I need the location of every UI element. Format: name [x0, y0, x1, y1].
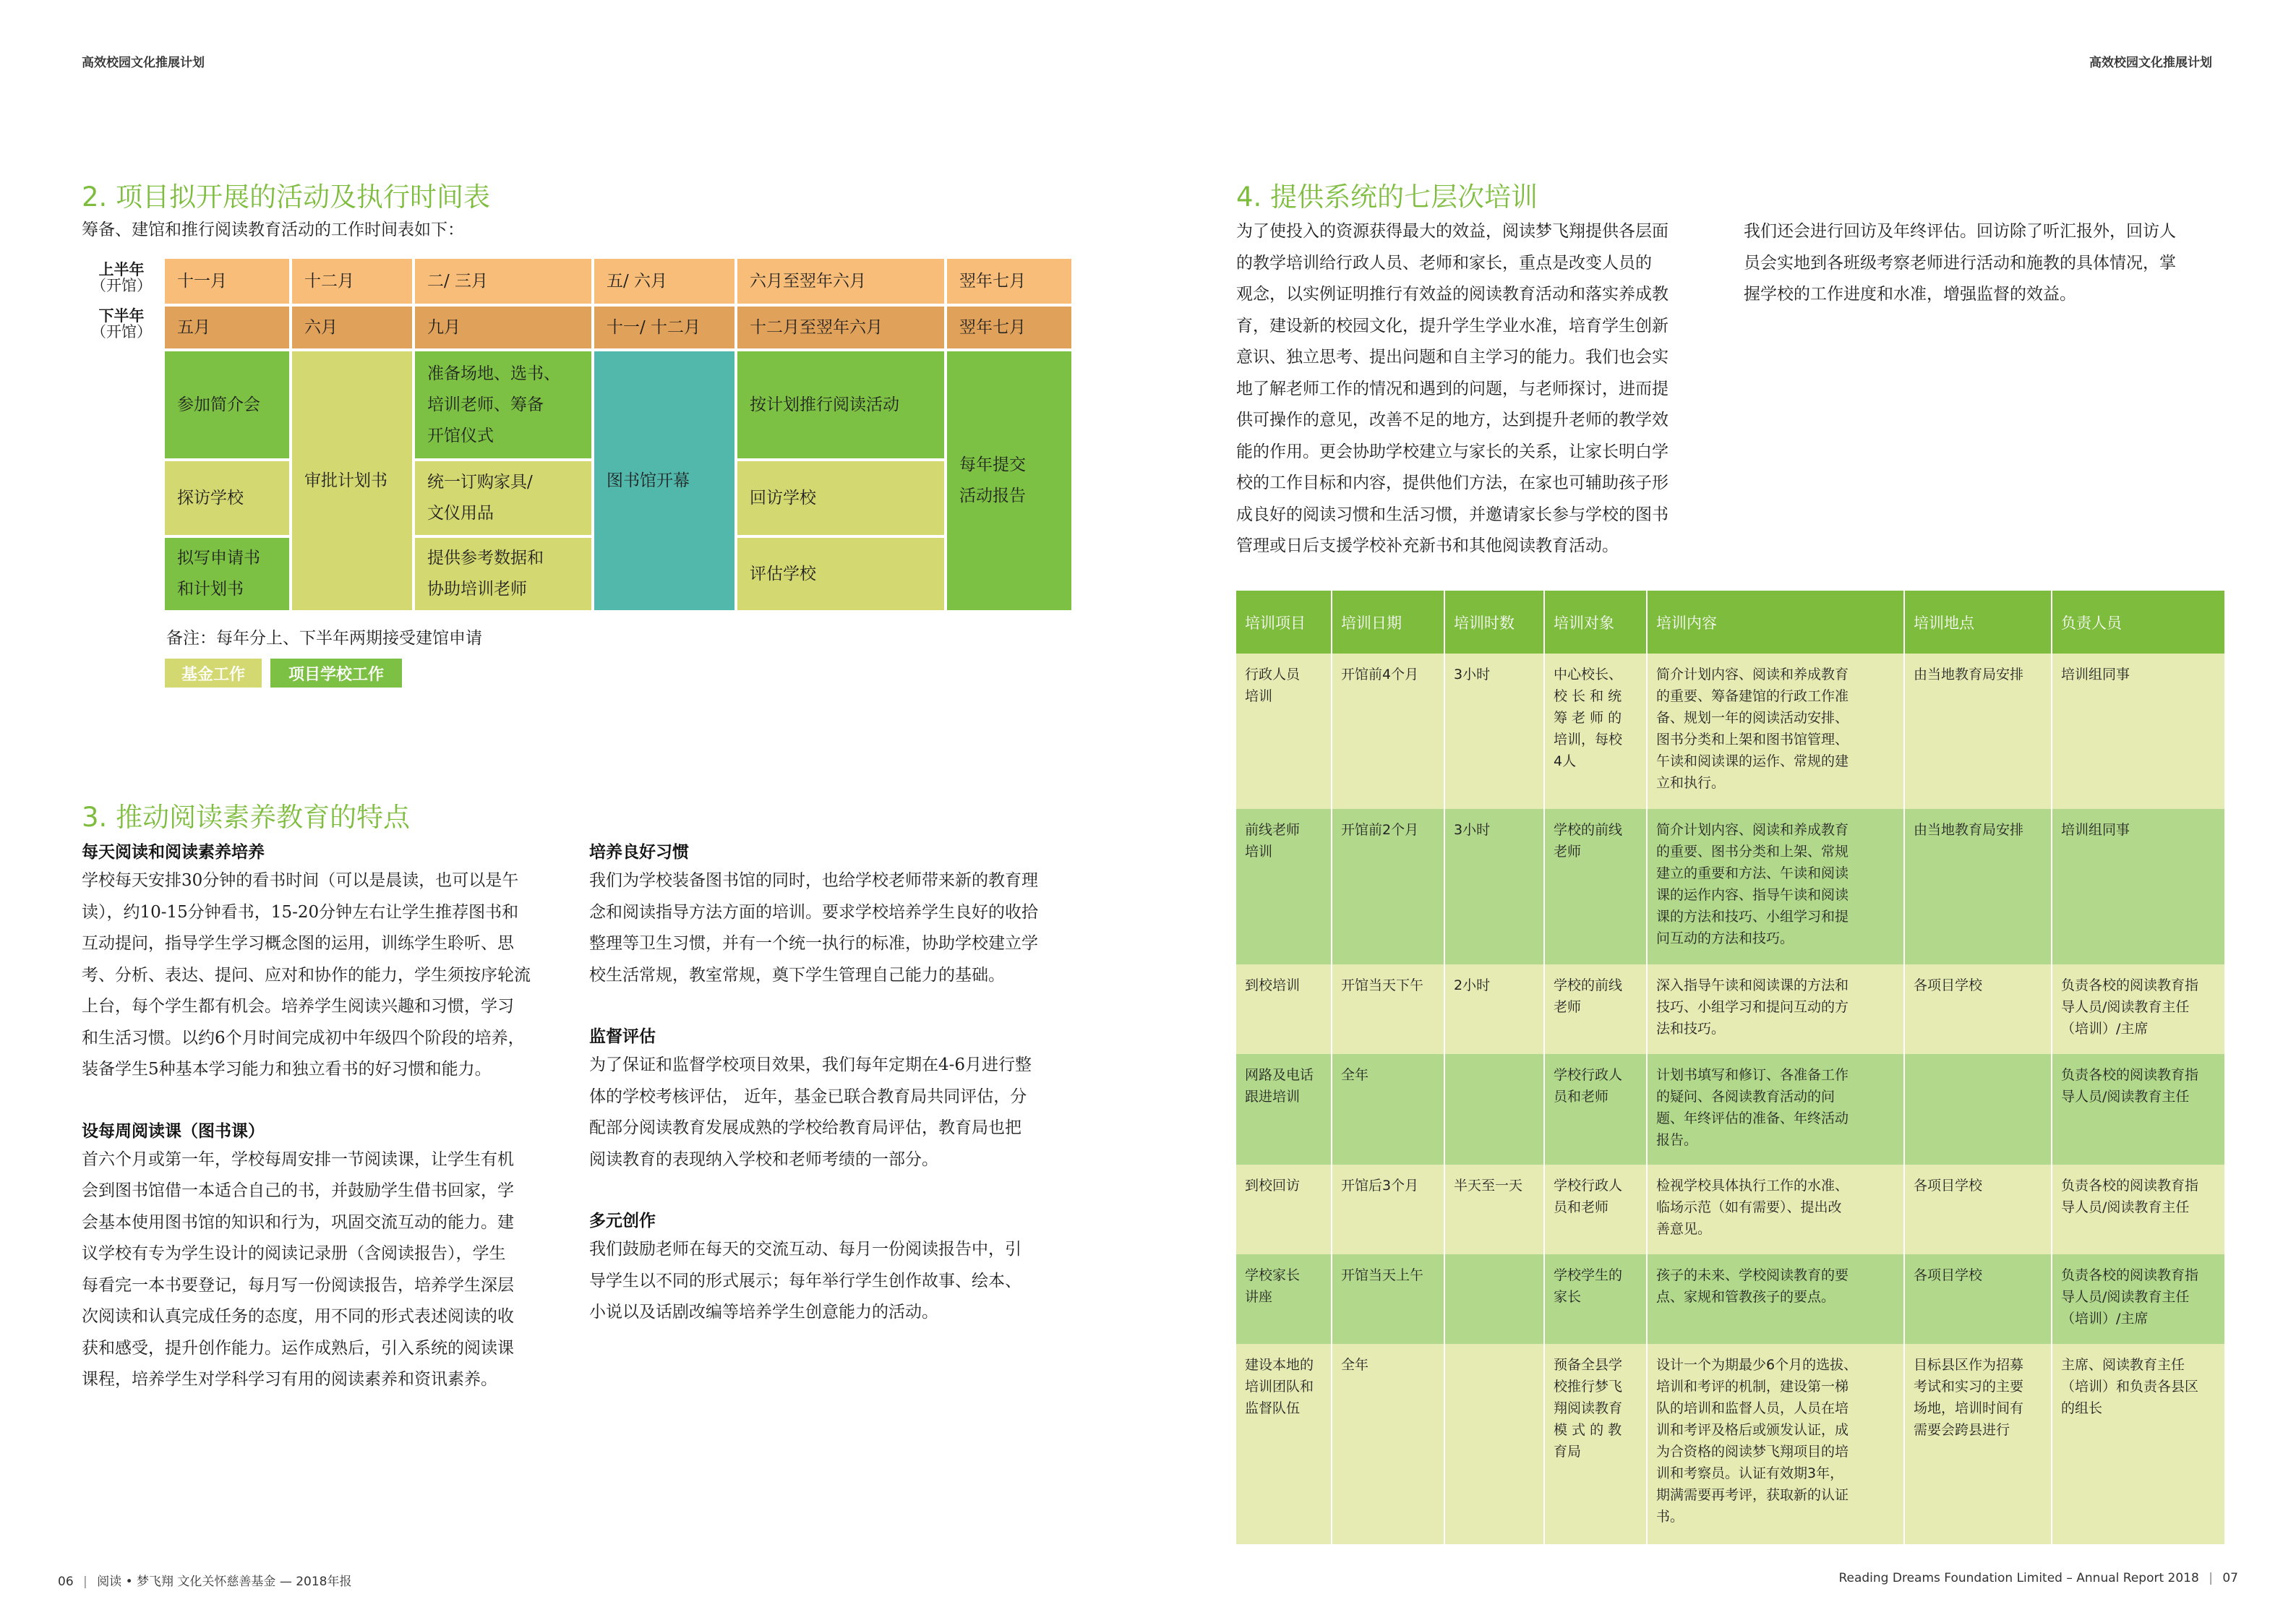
section4-col1: 为了使投入的资源获得最大的效益，阅读梦飞翔提供各层面 的教学培训给行政人员、老师和家长，重点是改变人员的 观念，以实例证明推行有效益的阅读教育活动和落实养成教 育，建设新的校园文化，提升学生学业水准，培育学生创新 意识、独立思考、提出问题和自主学习的能力。我们也会实 地了解老师工作的情况和遇到的问题，与老师探讨，进而提 供可操作的意见，改善不足的地方，达到提升老师的教学效 能的作用。更会协助学校建立与家长的关系，让家长明白学 校的工作目标和内容，提供他们方法，在家也可辅助孩子形 成良好的阅读习惯和生活习惯，并邀请家长参与学校的图书 管理或日后支援学校补充新书和其他阅读教育活动。	[1236, 222, 1669, 555]
cell-line: 由当地教育局安排	[1914, 822, 2024, 838]
footer-right: Reading Dreams Foundation Limited – Annual Report 2018 | 07	[1838, 1571, 2238, 1585]
table-cell	[1904, 1054, 2052, 1165]
table-cell	[1236, 1165, 1332, 1254]
table-row	[1236, 1054, 2225, 1165]
table-cell	[1904, 1254, 2052, 1344]
table-cell	[2052, 1054, 2225, 1165]
table-row	[1236, 654, 2225, 809]
lower-month-6: 翌年七月	[947, 307, 1071, 348]
table-cell	[1647, 1254, 1904, 1344]
table-cell	[1647, 654, 1904, 809]
weekly-reading-heading: 设每周阅读课（图书课）	[82, 1121, 265, 1141]
table-cell	[1236, 1054, 1332, 1165]
cell-line: 开馆当天上午	[1341, 1267, 1424, 1283]
table-cell	[1236, 964, 1332, 1054]
running-header-right: 高效校园文化推展计划	[2089, 56, 2212, 70]
cell-line: 开馆前2个月	[1341, 822, 1419, 838]
cell-line: 计划书填写和修订、各准备工作	[1656, 1067, 1849, 1083]
page-number-right: 07	[2222, 1571, 2238, 1585]
task-annual-report: 每年提交 活动报告	[947, 351, 1071, 610]
table-cell	[1647, 809, 1904, 964]
table-row	[1236, 1165, 2225, 1254]
cell-line: 建立的重要和方法、午读和阅读	[1656, 865, 1849, 881]
table-cell	[1544, 1344, 1647, 1544]
cell-line: 3小时	[1454, 667, 1491, 682]
cell-line: 导人员/阅读教育主任	[2061, 1199, 2190, 1215]
table-cell	[1332, 654, 1444, 809]
upper-month-5: 六月至翌年六月	[737, 259, 944, 304]
table-cell	[1544, 964, 1647, 1054]
table-cell	[1332, 1254, 1444, 1344]
table-cell	[1444, 964, 1544, 1054]
row-label-lower: 下半年 （开馆）	[91, 307, 152, 341]
table-cell	[1544, 1054, 1647, 1165]
supervision-heading: 监督评估	[589, 1027, 656, 1046]
cell-line: 图书分类和上架和图书馆管理、	[1656, 732, 1849, 748]
cell-line: 到校培训	[1245, 977, 1301, 993]
cell-line: 学校的前线	[1554, 822, 1623, 838]
cell-line: 学校家长	[1245, 1267, 1301, 1283]
table-cell	[1332, 1165, 1444, 1254]
cell-line: 行政人员	[1245, 667, 1301, 682]
table-cell	[1544, 1254, 1647, 1344]
cell-line: 培训团队和	[1245, 1379, 1314, 1395]
good-habits-text: 我们为学校装备图书馆的同时，也给学校老师带来新的教育理 念和阅读指导方法方面的培训。要求学校培养学生良好的收拾 整理等卫生习惯，并有一个统一执行的标准，协助学校建立学 校生活常规，教室常规，奠下学生管理自己能力的基础。	[589, 871, 1038, 985]
cell-line: 学校行政人	[1554, 1178, 1623, 1194]
table-cell	[2052, 809, 2225, 964]
task-order-furniture: 统一订购家具/ 文仪用品	[415, 461, 591, 535]
cell-line: 题、年终评估的准备、年终活动	[1656, 1110, 1849, 1126]
table-cell	[2052, 1165, 2225, 1254]
table-row	[1236, 964, 2225, 1054]
table-cell	[1544, 809, 1647, 964]
lower-month-2: 六月	[292, 307, 412, 348]
supervision-text: 为了保证和监督学校项目效果，我们每年定期在4-6月进行整 体的学校考核评估， 近年，基金已联合教育局共同评估，分 配部分阅读教育发展成熟的学校给教育局评估，教育局也把 阅读教育的表现纳入学校和老师考绩的一部分。	[589, 1055, 1032, 1169]
cell-line: 讲座	[1245, 1289, 1273, 1305]
cell-line: 学校的前线	[1554, 977, 1623, 993]
cell-line: 各项目学校	[1914, 977, 1983, 993]
cell-line: 场地，培训时间有	[1914, 1400, 2024, 1416]
cell-line: 主席、阅读教育主任	[2061, 1357, 2185, 1373]
table-cell	[1444, 809, 1544, 964]
cell-line: 学校学生的	[1554, 1267, 1623, 1283]
task-write-proposal: 拟写申请书 和计划书	[165, 538, 289, 610]
table-cell	[1332, 809, 1444, 964]
weekly-reading-text: 首六个月或第一年，学校每周安排一节阅读课，让学生有机 会到图书馆借一本适合自己的书，并鼓励学生借书回家，学 会基本使用图书馆的知识和行为，巩固交流互动的能力。建 议学校有专为学生设计的阅读记录册（含阅读报告），学生 每看完一本书要登记，每月写一份阅读报告，培养学生深层 次阅读和认真完成任务的态度，用不同的形式表述阅读的收 获和感受，提升创作能力。运作成熟后，引入系统的阅读课 课程，培养学生对学科学习有用的阅读素养和资讯素养。	[82, 1149, 514, 1389]
cell-line: 的疑问、各阅读教育活动的问	[1656, 1089, 1835, 1105]
lower-month-4: 十一/ 十二月	[594, 307, 734, 348]
cell-line: 深入指导午读和阅读课的方法和	[1656, 977, 1849, 993]
table-cell	[1647, 1344, 1904, 1544]
cell-line: 育局	[1554, 1444, 1582, 1460]
cell-line: 法和技巧。	[1656, 1021, 1726, 1037]
cell-line: 培训和考评的机制，建设第一梯	[1656, 1379, 1849, 1395]
cell-line: 考试和实习的主要	[1914, 1379, 2024, 1395]
cell-line: 训和考评及格后或颁发认证，成	[1656, 1422, 1849, 1438]
cell-line: 需要会跨县进行	[1914, 1422, 2010, 1438]
footer-right-text: Reading Dreams Foundation Limited – Annual Report 2018	[1838, 1571, 2199, 1585]
cell-line: 备、规划一年的阅读活动安排、	[1656, 710, 1849, 726]
section2-title: 2. 项目拟开展的活动及执行时间表	[82, 181, 491, 213]
cell-line: 简介计划内容、阅读和养成教育	[1656, 822, 1849, 838]
cell-line: 监督队伍	[1245, 1400, 1301, 1416]
cell-line: 负责各校的阅读教育指	[2061, 1067, 2199, 1083]
cell-line: 3小时	[1454, 822, 1491, 838]
col-header-target: 培训对象	[1544, 591, 1647, 654]
cell-line: 导人员/阅读教育主任	[2061, 1289, 2190, 1305]
daily-reading-text: 学校每天安排30分钟的看书时间（可以是晨读，也可以是午 读），约10-15分钟看书，15-20分钟左右让学生推荐图书和 互动提问，指导学生学习概念图的运用，训练学生聆听、思 考、分析、表达、提问、应对和协作的能力，学生须按序轮流 上台，每个学生都有机会。培养学生阅读兴趣和习惯，学习 和生活习惯。以约6个月时间完成初中年级四个阶段的培养， 装备学生5种基本学习能力和独立看书的好习惯和能力。	[82, 871, 531, 1079]
cell-line: （培训）/主席	[2061, 1021, 2149, 1037]
cell-line: 校 长 和 统	[1554, 688, 1622, 704]
section4-title: 4. 提供系统的七层次培训	[1236, 181, 1538, 213]
table-cell	[1236, 809, 1332, 964]
cell-line: 中心校长、	[1554, 667, 1623, 682]
cell-line: 翔阅读教育	[1554, 1400, 1623, 1416]
table-cell	[1904, 964, 2052, 1054]
section3-left-column	[82, 839, 573, 1396]
table-cell	[1904, 809, 2052, 964]
legend-foundation-work: 基金工作	[165, 659, 262, 688]
timeline-note: 备注：每年分上、下半年两期接受建馆申请	[166, 629, 482, 648]
section2-intro: 筹备、建馆和推行阅读教育活动的工作时间表如下：	[82, 220, 464, 239]
table-cell	[1332, 1054, 1444, 1165]
cell-line: 开馆后3个月	[1341, 1178, 1419, 1194]
table-cell	[1332, 964, 1444, 1054]
cell-line: 半天至一天	[1454, 1178, 1523, 1194]
task-revisit-school: 回访学校	[737, 461, 944, 535]
cell-line: 建设本地的	[1245, 1357, 1314, 1373]
cell-line: 的组长	[2061, 1400, 2103, 1416]
col-header-item: 培训项目	[1236, 591, 1332, 654]
cell-line: 预备全县学	[1554, 1357, 1623, 1373]
cell-line: 问互动的方法和技巧。	[1656, 930, 1794, 946]
cell-line: 善意见。	[1656, 1221, 1712, 1237]
training-table	[1236, 591, 2226, 1544]
cell-line: 开馆前4个月	[1341, 667, 1419, 682]
cell-line: 的重要、图书分类和上架、常规	[1656, 844, 1849, 860]
cell-line: 校推行梦飞	[1554, 1379, 1623, 1395]
cell-line: 训和考察员。认证有效期3年，	[1656, 1465, 1844, 1481]
cell-line: 检视学校具体执行工作的水准、	[1656, 1178, 1849, 1194]
table-cell	[1444, 1344, 1544, 1544]
cell-line: 为合资格的阅读梦飞翔项目的培	[1656, 1444, 1849, 1460]
cell-line: 点、家规和管教孩子的要点。	[1656, 1289, 1835, 1305]
footer-left: 06 | 阅读 • 梦飞翔 文化关怀慈善基金 — 2018年报	[58, 1575, 352, 1589]
table-cell	[2052, 654, 2225, 809]
task-evaluate-school: 评估学校	[737, 538, 944, 610]
table-cell	[2052, 964, 2225, 1054]
table-row	[1236, 809, 2225, 964]
cell-line: 课的运作内容、指导午读和阅读	[1656, 887, 1849, 903]
cell-line: 负责各校的阅读教育指	[2061, 977, 2199, 993]
table-cell	[1647, 964, 1904, 1054]
row-label-upper: 上半年 （开馆）	[91, 260, 152, 295]
cell-line: 负责各校的阅读教育指	[2061, 1178, 2199, 1194]
creative-heading: 多元创作	[589, 1211, 656, 1230]
col-header-location: 培训地点	[1904, 591, 2052, 654]
lower-month-1: 五月	[165, 307, 289, 348]
cell-line: 培训	[1245, 688, 1273, 704]
cell-line: 孩子的未来、学校阅读教育的要	[1656, 1267, 1849, 1283]
cell-line: 简介计划内容、阅读和养成教育	[1656, 667, 1849, 682]
cell-line: 模 式 的 教	[1554, 1422, 1622, 1438]
table-cell	[1236, 1344, 1332, 1544]
table-cell	[1904, 1165, 2052, 1254]
table-cell	[1236, 654, 1332, 809]
page-number-left: 06	[58, 1575, 74, 1589]
footer-left-text: 阅读 • 梦飞翔 文化关怀慈善基金 — 2018年报	[97, 1575, 352, 1589]
cell-line: 各项目学校	[1914, 1267, 1983, 1283]
good-habits-heading: 培养良好习惯	[589, 842, 689, 862]
cell-line: 临场示范（如有需要）、提出改	[1656, 1199, 1842, 1215]
running-header-left: 高效校园文化推展计划	[82, 56, 205, 70]
task-visit-school: 探访学校	[165, 461, 289, 535]
cell-line: 导人员/阅读教育主任	[2061, 999, 2190, 1015]
task-provide-reference: 提供参考数据和 协助培训老师	[415, 538, 591, 610]
cell-line: 筹 老 师 的	[1554, 710, 1622, 726]
col-header-content: 培训内容	[1647, 591, 1904, 654]
daily-reading-heading: 每天阅读和阅读素养培养	[82, 842, 265, 862]
cell-line: 培训组同事	[2061, 822, 2130, 838]
cell-line: 立和执行。	[1656, 775, 1726, 791]
cell-line: 目标县区作为招募	[1914, 1357, 2024, 1373]
section3-title: 3. 推动阅读素养教育的特点	[82, 802, 411, 833]
task-library-opening: 图书馆开幕	[594, 351, 734, 610]
upper-month-4: 五/ 六月	[594, 259, 734, 304]
cell-line: 家长	[1554, 1289, 1582, 1305]
cell-line: 设计一个为期最少6个月的选拔、	[1656, 1357, 1858, 1373]
cell-line: 培训组同事	[2061, 667, 2130, 682]
table-cell	[1544, 1165, 1647, 1254]
cell-line: 开馆当天下午	[1341, 977, 1424, 993]
task-briefing: 参加简介会	[165, 351, 289, 458]
cell-line: 跟进培训	[1245, 1089, 1301, 1105]
table-cell	[2052, 1344, 2225, 1544]
col-header-hours: 培训时数	[1444, 591, 1544, 654]
table-cell	[1904, 1344, 2052, 1544]
cell-line: 全年	[1341, 1357, 1369, 1373]
table-cell	[1444, 1254, 1544, 1344]
cell-line: 老师	[1554, 844, 1582, 860]
cell-line: 培训	[1245, 844, 1273, 860]
table-cell	[1647, 1054, 1904, 1165]
lower-month-3: 九月	[415, 307, 591, 348]
cell-line: 全年	[1341, 1067, 1369, 1083]
cell-line: （培训）和负责各县区	[2061, 1379, 2199, 1395]
table-cell	[1647, 1165, 1904, 1254]
cell-line: 由当地教育局安排	[1914, 667, 2024, 682]
cell-line: 各项目学校	[1914, 1178, 1983, 1194]
cell-line: 4人	[1554, 753, 1577, 769]
table-cell	[1544, 654, 1647, 809]
table-cell	[1444, 1165, 1544, 1254]
task-run-activities: 按计划推行阅读活动	[737, 351, 944, 458]
table-row	[1236, 1254, 2225, 1344]
cell-line: 负责各校的阅读教育指	[2061, 1267, 2199, 1283]
cell-line: 技巧、小组学习和提问互动的方	[1656, 999, 1849, 1015]
cell-line: 报告。	[1656, 1132, 1698, 1148]
cell-line: 课的方法和技巧、小组学习和提	[1656, 909, 1849, 925]
table-cell	[1444, 654, 1544, 809]
table-cell	[1236, 1254, 1332, 1344]
cell-line: 的重要、筹备建馆的行政工作准	[1656, 688, 1849, 704]
section4-col2: 我们还会进行回访及年终评估。回访除了听汇报外，回访人 员会实地到各班级考察老师进行活动和施教的具体情况，掌 握学校的工作进度和水准，增强监督的效益。	[1744, 222, 2176, 304]
cell-line: 期满需要再考评，获取新的认证	[1656, 1487, 1849, 1503]
cell-line: 员和老师	[1554, 1089, 1609, 1105]
task-approve-proposal: 审批计划书	[292, 351, 412, 610]
upper-month-3: 二/ 三月	[415, 259, 591, 304]
cell-line: 午读和阅读课的运作、常规的建	[1656, 753, 1849, 769]
task-prepare-venue: 准备场地、选书、 培训老师、筹备 开馆仪式	[415, 351, 591, 458]
cell-line: 老师	[1554, 999, 1582, 1015]
table-cell	[1332, 1344, 1444, 1544]
cell-line: 学校行政人	[1554, 1067, 1623, 1083]
cell-line: （培训）/主席	[2061, 1311, 2149, 1327]
cell-line: 员和老师	[1554, 1199, 1609, 1215]
cell-line: 导人员/阅读教育主任	[2061, 1089, 2190, 1105]
table-cell	[2052, 1254, 2225, 1344]
cell-line: 培训，每校	[1554, 732, 1623, 748]
upper-month-6: 翌年七月	[947, 259, 1071, 304]
table-cell	[1904, 654, 2052, 809]
cell-line: 队的培训和监督人员，人员在培	[1656, 1400, 1849, 1416]
creative-text: 我们鼓励老师在每天的交流互动、每月一份阅读报告中，引 导学生以不同的形式展示；每年举行学生创作故事、绘本、 小说以及话剧改编等培养学生创意能力的活动。	[589, 1240, 1021, 1322]
training-table-header	[1236, 591, 2225, 654]
section3-right-column	[589, 839, 1081, 1329]
cell-line: 网路及电话	[1245, 1067, 1314, 1083]
cell-line: 书。	[1656, 1509, 1684, 1525]
upper-month-1: 十一月	[165, 259, 289, 304]
col-header-date: 培训日期	[1332, 591, 1444, 654]
table-cell	[1444, 1054, 1544, 1165]
legend-school-work: 项目学校工作	[270, 659, 402, 688]
cell-line: 前线老师	[1245, 822, 1301, 838]
upper-month-2: 十二月	[292, 259, 412, 304]
cell-line: 2小时	[1454, 977, 1491, 993]
table-row	[1236, 1344, 2225, 1544]
cell-line: 到校回访	[1245, 1178, 1301, 1194]
col-header-staff: 负责人员	[2052, 591, 2225, 654]
lower-month-5: 十二月至翌年六月	[737, 307, 944, 348]
